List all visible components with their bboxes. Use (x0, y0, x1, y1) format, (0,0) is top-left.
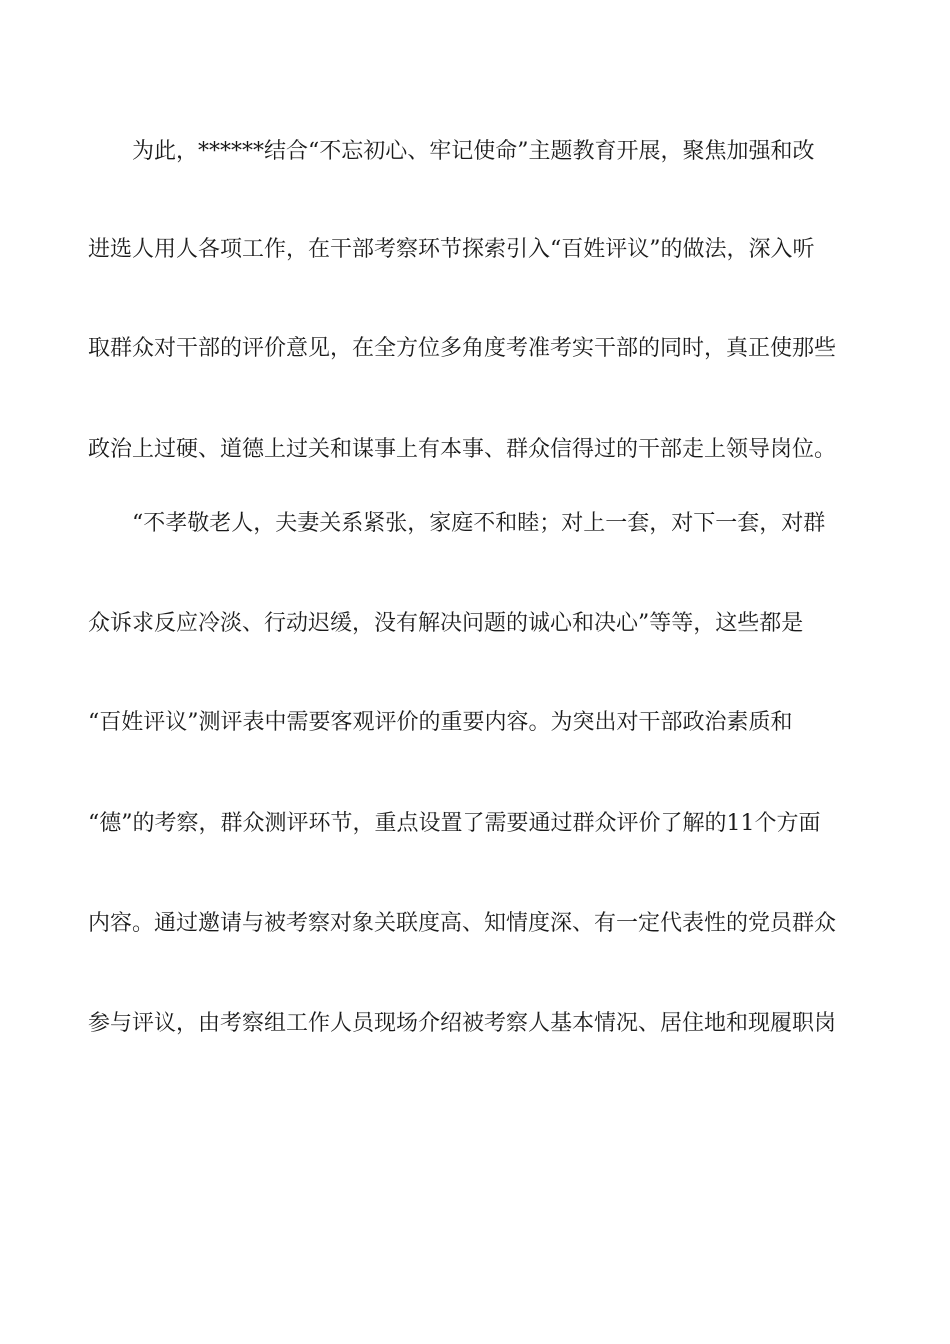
text-line: “百姓评议”测评表中需要客观评价的重要内容。为突出对干部政治素质和 (88, 710, 793, 735)
text-line: 进选人用人各项工作，在干部考察环节探索引入“百姓评议”的做法，深入听 (88, 237, 815, 262)
text-line: 参与评议，由考察组工作人员现场介绍被考察人基本情况、居住地和现履职岗 (88, 1011, 837, 1036)
text-line: 政治上过硬、道德上过关和谋事上有本事、群众信得过的干部走上领导岗位。 (88, 437, 837, 462)
text-line: 众诉求反应冷淡、行动迟缓，没有解决问题的诚心和决心”等等，这些都是 (88, 611, 804, 636)
text-line: 内容。通过邀请与被考察对象关联度高、知情度深、有一定代表性的党员群众 (88, 911, 837, 936)
text-line: 取群众对干部的评价意见，在全方位多角度考准考实干部的同时，真正使那些 (88, 336, 837, 361)
text-line: “不孝敬老人，夫妻关系紧张，家庭不和睦；对上一套，对下一套，对群 (132, 511, 826, 536)
text-line: “德”的考察，群众测评环节，重点设置了需要通过群众评价了解的11个方面 (88, 811, 821, 836)
text-line: 为此，******结合“不忘初心、牢记使命”主题教育开展，聚焦加强和改 (132, 139, 815, 164)
